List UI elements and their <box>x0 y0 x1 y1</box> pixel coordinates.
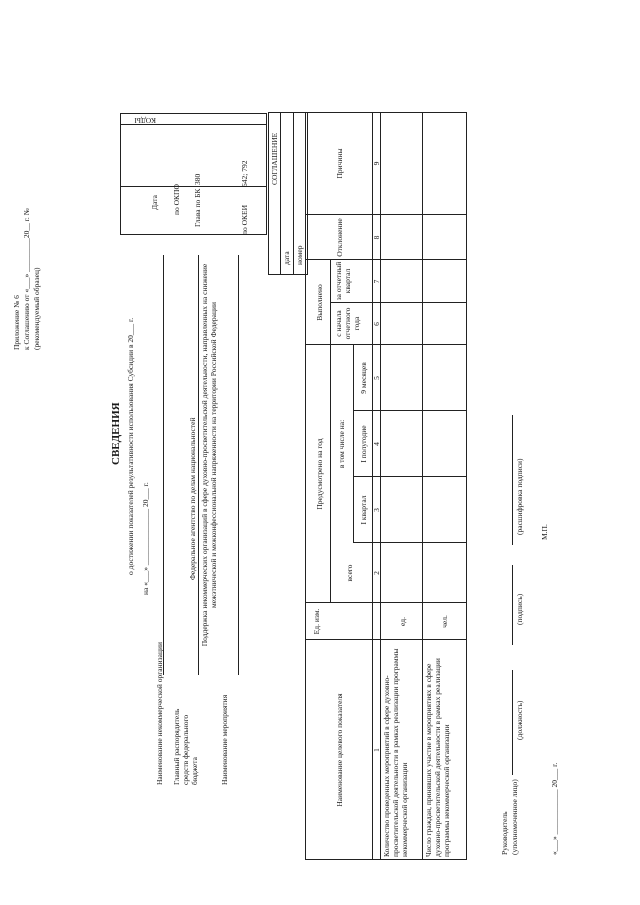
col-done-header: Выполнено <box>315 284 324 321</box>
table-col-line <box>353 542 467 543</box>
codes-okpo-label: по ОКПО <box>172 184 181 215</box>
agreement-divider <box>293 112 294 275</box>
event-label: Наименование мероприятия <box>220 694 229 785</box>
agreement-divider <box>280 112 281 275</box>
head-label: Руководитель <box>500 811 509 855</box>
col-since-start-header: с начала отчетного года <box>334 307 361 340</box>
col-number: 4 <box>372 442 381 446</box>
col-name-header: Наименование целевого показателя <box>335 693 344 807</box>
position-caption: (должность) <box>515 700 524 740</box>
codes-header: КОДЫ <box>134 116 156 125</box>
document-subtitle: о достижении показателей результативности использования Субсидии в 20___ г. <box>126 317 135 575</box>
table-row-name: Количество проведенных мероприятий в сфере духовно-просветительской деятельности в рамках реализации программы некоммерческой организации <box>382 648 409 857</box>
table-col-line <box>330 302 467 303</box>
table-header-line <box>353 345 354 543</box>
sample-note: (рекомендуемый образец) <box>32 267 41 350</box>
agreement-number-label: номер <box>295 245 304 265</box>
signature-line <box>512 565 513 645</box>
codes-bk-value: 380 <box>193 173 202 185</box>
chief-manager-value: Федеральное агентство по делам национальностей <box>188 417 197 580</box>
event-value: Поддержка некоммерческих организаций в сфере духовно-просветительской деятельности, направленных на снижение межэтнической и межконфессиональной напряженности на территории Российской Федерации <box>200 263 218 647</box>
table-row-name: Число граждан, принявших участие в мероприятиях в сфере духовно-просветительской деятельности в рамках реализации программы некоммерческой организации <box>424 658 451 857</box>
col-number: 3 <box>372 508 381 512</box>
codes-okei-value: 642; 792 <box>240 160 249 187</box>
col-total-header: всего <box>345 564 354 582</box>
col-9m-header: 9 месяцев <box>359 362 368 394</box>
col-including-header: в том числе на: <box>337 419 346 469</box>
table-row-unit: чел. <box>440 615 449 628</box>
signature-caption: (подпись) <box>515 593 524 625</box>
table-col-line <box>353 410 467 411</box>
event-value-line <box>238 255 239 675</box>
signature-date-line: «___» ____________ 20___ г. <box>550 762 559 855</box>
col-q1-header: I квартал <box>359 495 368 525</box>
codes-bk-label: Глава по БК <box>193 188 202 227</box>
head-sublabel: (уполномоченное лицо) <box>510 779 519 855</box>
report-date-line: на «___» _______________ 20___ г. <box>141 482 150 595</box>
codes-okei-label: по ОКЕИ <box>240 204 249 235</box>
col-number: 9 <box>372 161 381 166</box>
stamp-placeholder: М.П. <box>540 524 549 540</box>
nko-value-line <box>163 255 164 675</box>
table-col-line <box>353 476 467 477</box>
col-number: 1 <box>372 748 381 752</box>
col-number: 7 <box>372 279 381 284</box>
col-quarter-header: за отчетный квартал <box>334 261 352 301</box>
document-title: СВЕДЕНИЯ <box>110 402 122 465</box>
codes-date-label: Дата <box>150 195 159 210</box>
col-deviation-header: Отклонение <box>335 218 344 257</box>
col-planned-header: Предусмотрено на год <box>315 438 324 510</box>
col-h1-header: I полугодие <box>359 425 368 463</box>
col-reasons-header: Причины <box>335 148 344 179</box>
appendix-title: Приложение № 6 <box>12 295 21 350</box>
col-number: 8 <box>372 235 381 240</box>
agreement-date-label: дата <box>282 251 291 265</box>
col-number: 6 <box>372 322 381 326</box>
decode-caption: (расшифровка подписи) <box>515 458 524 535</box>
appendix-reference: к Соглашению от «___» _________20__ г. № <box>22 208 31 350</box>
agreement-label: СОГЛАШЕНИЕ <box>270 132 279 185</box>
table-row-line <box>422 112 423 860</box>
table-header-line <box>330 260 331 603</box>
position-line <box>512 670 513 775</box>
col-number: 5 <box>372 376 381 380</box>
table-row-unit: ед. <box>398 617 407 626</box>
chief-manager-label: Главный распорядитель средств федерального бюджета <box>172 708 199 785</box>
decode-line <box>512 415 513 545</box>
table-col-line <box>305 214 467 215</box>
col-number: 2 <box>372 571 381 575</box>
chief-manager-line <box>198 255 199 675</box>
nko-label: Наименование некоммерческой организации <box>155 642 164 785</box>
col-unit-header: Ед. изм. <box>312 608 321 635</box>
